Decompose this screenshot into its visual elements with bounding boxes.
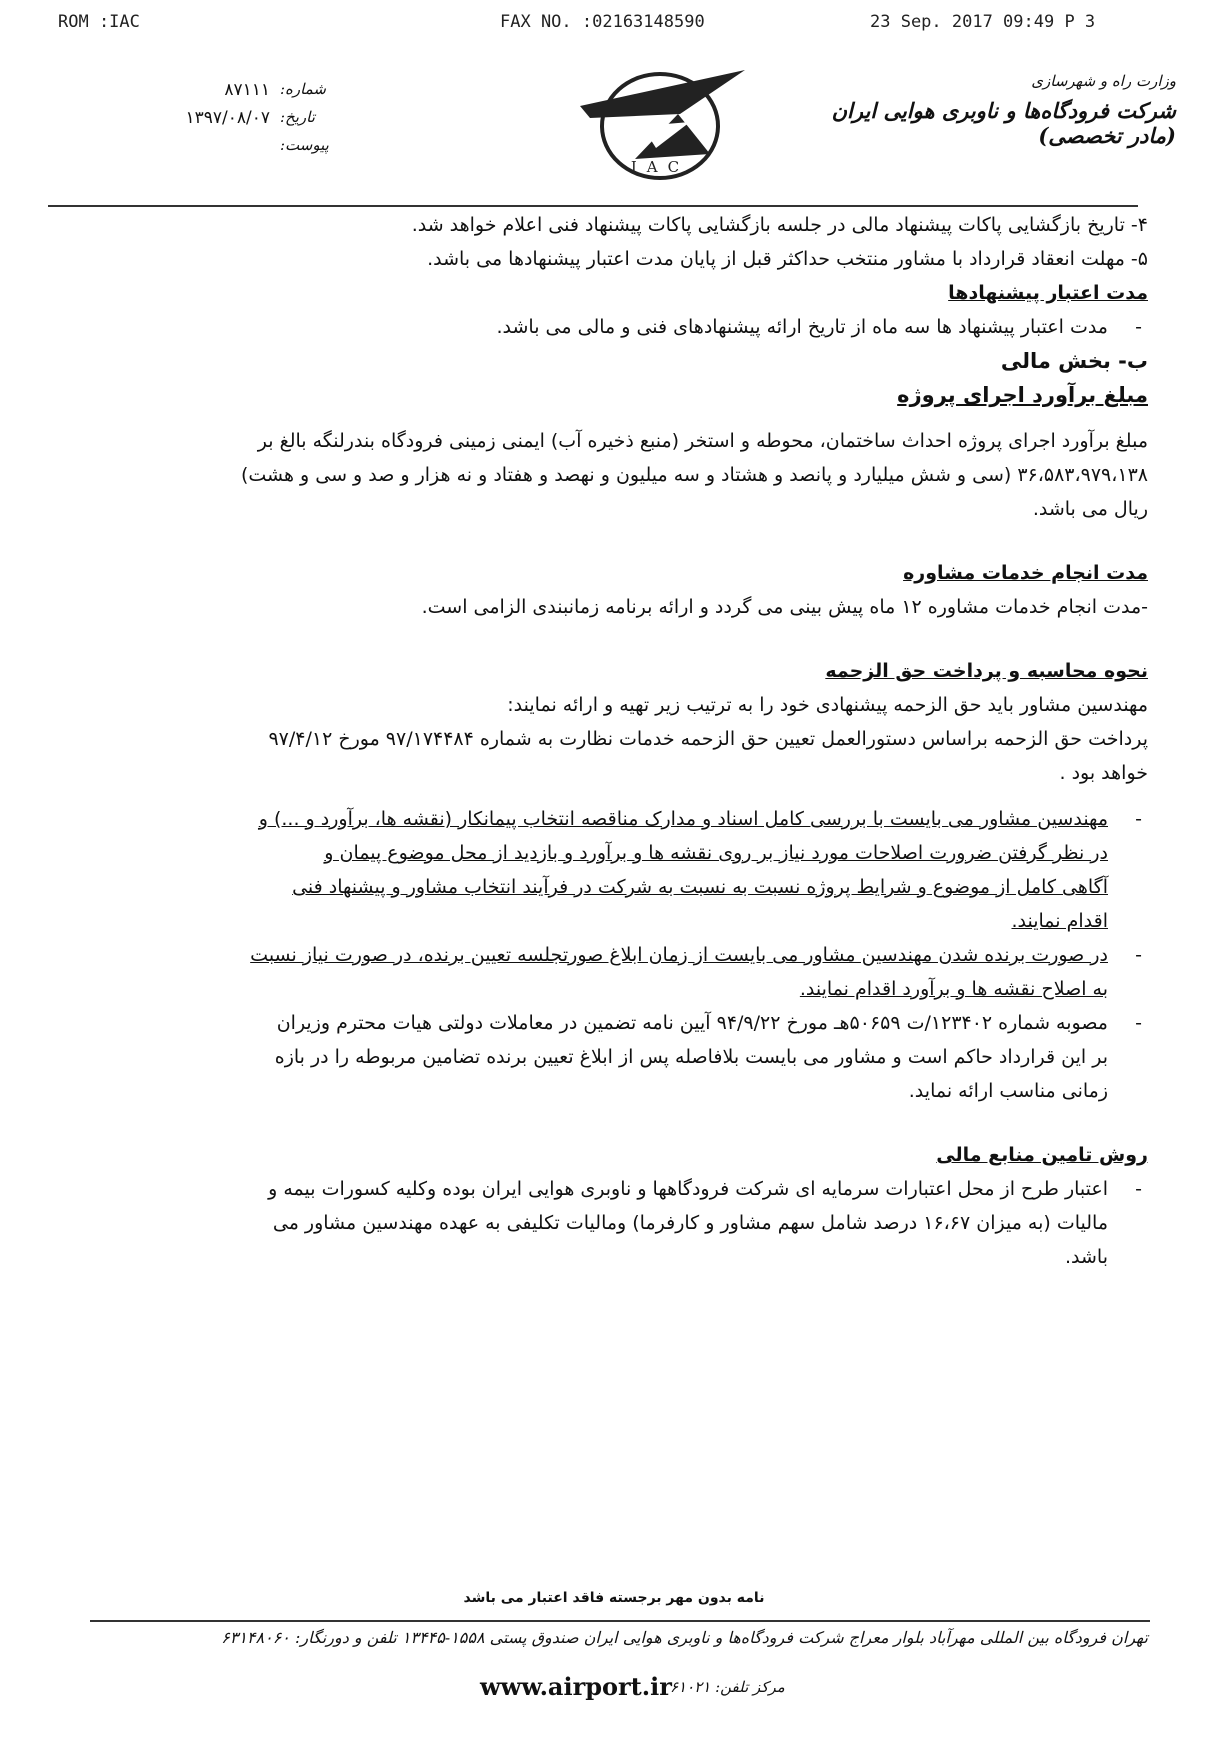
funding-heading: روش تامین منابع مالی bbox=[936, 1144, 1148, 1166]
bullet-2-line-1: در صورت برنده شدن مهندسین مشاور می بایست از زمان ابلاغ صورتجلسه تعیین برنده، در صورت نیاز نسبت bbox=[250, 944, 1108, 966]
bullet-3-line-3: زمانی مناسب ارائه نماید. bbox=[908, 1080, 1108, 1102]
estimate-heading: مبلغ برآورد اجرای پروژه bbox=[897, 383, 1148, 407]
ministry-name: وزارت راه و شهرسازی bbox=[1031, 72, 1176, 90]
funding-line-2: مالیات (به میزان ۱۶،۶۷ درصد شامل سهم مشاور و کارفرما) ومالیات تکلیفی به عهده مهندسین مشاور می bbox=[272, 1212, 1108, 1234]
validity-text: مدت اعتبار پیشنهاد ها سه ماه از تاریخ ارائه پیشنهادهای فنی و مالی می باشد. bbox=[496, 316, 1108, 338]
fax-header bbox=[0, 8, 1228, 36]
organization bbox=[796, 72, 1176, 148]
letter-attachment-label: پیوست: bbox=[280, 136, 329, 154]
bullet-1-line-1: مهندسین مشاور می بایست با بررسی کامل اسناد و مدارک مناقصه انتخاب پیمانکار (نقشه ها، برآورد و ...) و bbox=[258, 808, 1108, 830]
bullet-1-line-2: در نظر گرفتن ضرورت اصلاحات مورد نیاز بر روی نقشه ها و برآورد و بازدید از محل موضوع پیمان و bbox=[324, 842, 1108, 864]
letter-meta bbox=[140, 80, 340, 164]
validity-heading: مدت اعتبار پیشنهادها bbox=[948, 282, 1148, 304]
phone-center: مرکز تلفن: ۶۱۰۲۱ bbox=[670, 1678, 785, 1696]
bullet-3: - مصوبه شماره ۱۲۳۴۰۲/ت ۵۰۶۵۹هـ مورخ ۹۴/۹/۲۲ آیین نامه تضمین در معاملات دولتی هیات محترم وزیران بر این قرارداد حاکم است و مشاور می بایست بلافاصله پس از ابلاغ تعیین برنده تضامین مربوطه را در بازه زمانی مناسب ارائه نماید. bbox=[63, 1006, 1148, 1108]
header-divider bbox=[48, 205, 1138, 207]
fee-intro: مهندسین مشاور باید حق الزحمه پیشنهادی خود را به ترتیب زیر تهیه و ارائه نمایند: bbox=[507, 694, 1148, 716]
company-name: شرکت فرودگاه‌ها و ناوبری هوایی ایران (مادر تخصصی) bbox=[831, 98, 1176, 148]
funding-bullet: - اعتبار طرح از محل اعتبارات سرمایه ای شرکت فرودگاهها و ناوبری هوایی ایران بوده وکلیه کسورات بیمه و مالیات (به میزان ۱۶،۶۷ درصد شامل سهم مشاور و کارفرما) ومالیات تکلیفی به عهده مهندسین مشاور می باشد. bbox=[63, 1172, 1148, 1274]
letter-date-label: تاریخ: bbox=[280, 108, 315, 126]
bullet-1-line-3: آگاهی کامل از موضوع و شرایط پروژه نسبت به نسبت به شرکت در فرآیند انتخاب مشاور و پیشنهاد فنی bbox=[292, 876, 1108, 898]
fax-number: FAX NO. :02163148590 bbox=[500, 12, 705, 32]
estimate-line-3: ریال می باشد. bbox=[1032, 498, 1148, 520]
estimate-line-1: مبلغ برآورد اجرای پروژه احداث ساختمان، محوطه و استخر (منبع ذخیره آب) ایمنی زمینی فرودگاه بندرلنگه بالغ بر bbox=[257, 430, 1148, 452]
logo-letters: IAC bbox=[630, 158, 690, 176]
bullet-2-line-2: به اصلاح نقشه ها و برآورد اقدام نمایند. bbox=[799, 978, 1108, 1000]
item-4: ۴- تاریخ بازگشایی پاکات پیشنهاد مالی در جلسه بازگشایی پاکات پیشنهاد فنی اعلام خواهد شد. bbox=[411, 214, 1148, 236]
duration-text: -مدت انجام خدمات مشاوره ۱۲ ماه پیش بینی می گردد و ارائه برنامه زمانبندی الزامی است. bbox=[421, 596, 1148, 618]
website-link[interactable]: www.airport.ir bbox=[480, 1672, 672, 1701]
letter-number-label: شماره: bbox=[280, 80, 326, 98]
letter-body bbox=[63, 208, 1148, 1274]
bullet-1: - مهندسین مشاور می بایست با بررسی کامل اسناد و مدارک مناقصه انتخاب پیمانکار (نقشه ها، برآورد و ...) و در نظر گرفتن ضرورت اصلاحات مورد نیاز بر روی نقشه ها و برآورد و بازدید از محل موضوع پیمان و آگاهی کامل از موضوع و شرایط پروژه نسبت به نسبت به شرکت در فرآیند انتخاب مشاور و پیشنهاد فنی اقدام نمایند. bbox=[63, 802, 1148, 938]
bullet-3-line-1: مصوبه شماره ۱۲۳۴۰۲/ت ۵۰۶۵۹هـ مورخ ۹۴/۹/۲۲ آیین نامه تضمین در معاملات دولتی هیات محترم وزیران bbox=[276, 1012, 1108, 1034]
letter-number: ۸۷۱۱۱ bbox=[224, 80, 270, 100]
validity-bullet: - مدت اعتبار پیشنهاد ها سه ماه از تاریخ ارائه پیشنهادهای فنی و مالی می باشد. bbox=[496, 316, 1142, 338]
footer-divider bbox=[90, 1620, 1150, 1622]
section-b-heading: ب- بخش مالی bbox=[1000, 349, 1148, 373]
fee-line-1: پرداخت حق الزحمه براساس دستورالعمل تعیین حق الزحمه خدمات نظارت به شماره ۹۷/۱۷۴۴۸۴ مورخ ۹۷/۴/۱۲ bbox=[268, 728, 1148, 750]
bullet-2: - در صورت برنده شدن مهندسین مشاور می بایست از زمان ابلاغ صورتجلسه تعیین برنده، در صورت نیاز نسبت به اصلاح نقشه ها و برآورد اقدام نمایند. bbox=[63, 938, 1148, 1006]
estimate-line-2: ۳۶،۵۸۳،۹۷۹،۱۳۸ (سی و شش میلیارد و پانصد و هشتاد و سه میلیون و نهصد و هفتاد و نه هزار و صد و سی و هشت) bbox=[240, 464, 1148, 486]
bullet-1-line-4: اقدام نمایند. bbox=[1011, 910, 1108, 932]
letterhead bbox=[0, 60, 1228, 200]
fee-heading: نحوه محاسبه و پرداخت حق الزحمه bbox=[825, 660, 1148, 682]
fee-line-2: خواهد بود . bbox=[1059, 762, 1148, 784]
fax-from: ROM :IAC bbox=[58, 12, 140, 32]
iac-logo-icon bbox=[560, 64, 760, 184]
letter-date: ۱۳۹۷/۰۸/۰۷ bbox=[185, 108, 270, 128]
funding-line-1: اعتبار طرح از محل اعتبارات سرمایه ای شرکت فرودگاهها و ناوبری هوایی ایران بوده وکلیه کسورات بیمه و bbox=[268, 1178, 1108, 1200]
item-5: ۵- مهلت انعقاد قرارداد با مشاور منتخب حداکثر قبل از پایان مدت اعتبار پیشنهادها می باشد. bbox=[427, 248, 1148, 270]
duration-heading: مدت انجام خدمات مشاوره bbox=[903, 562, 1148, 584]
funding-line-3: باشد. bbox=[1064, 1246, 1108, 1268]
company-address: تهران فرودگاه بین المللی مهرآباد بلوار معراج شرکت فرودگاه‌ها و ناوبری هوایی ایران صندوق پستی ۱۵۵۸-۱۳۴۴۵ تلفن و دورنگار: ۶۳۱۴۸۰۶۰ bbox=[221, 1628, 1148, 1647]
validity-note: نامه بدون مهر برجسته فاقد اعتبار می باشد bbox=[463, 1590, 765, 1606]
bullet-3-line-2: بر این قرارداد حاکم است و مشاور می بایست بلافاصله پس از ابلاغ تعیین برنده تضامین مربوطه را در بازه bbox=[274, 1046, 1108, 1068]
fax-datetime: 23 Sep. 2017 09:49 P 3 bbox=[870, 12, 1096, 32]
